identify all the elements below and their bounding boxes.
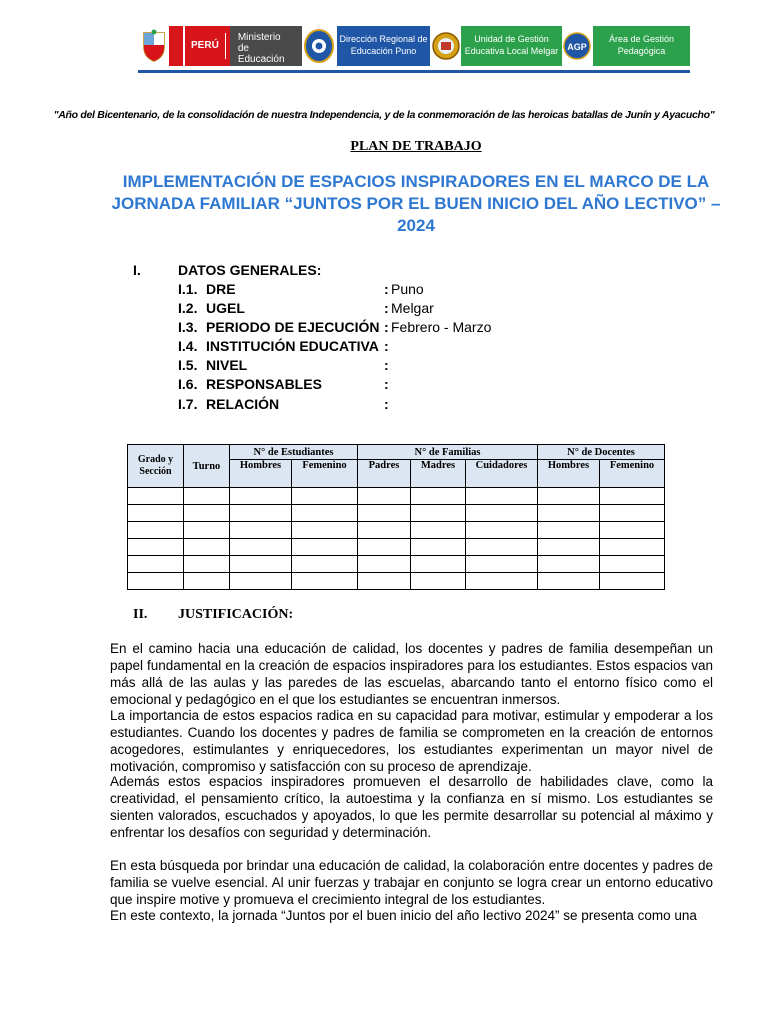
table-cell[interactable]: [292, 488, 358, 505]
datos-label: INSTITUCIÓN EDUCATIVA: [206, 338, 379, 354]
datos-colon: :: [384, 281, 389, 297]
table-cell[interactable]: [292, 522, 358, 539]
datos-label: RELACIÓN: [206, 396, 280, 412]
estudiantes-header: N° de Estudiantes: [230, 445, 358, 460]
datos-value: Puno: [391, 281, 424, 297]
sub-header: Femenino: [292, 460, 358, 488]
datos-label: UGEL: [206, 300, 245, 316]
section-i-title: DATOS GENERALES:: [178, 262, 322, 278]
table-cell[interactable]: [292, 505, 358, 522]
table-row: [128, 505, 665, 522]
datos-colon: :: [384, 319, 389, 335]
section-ii-numeral: II.: [133, 607, 148, 622]
table-row: [128, 573, 665, 590]
justificacion-paragraph-5: En este contexto, la jornada “Juntos por el buen inicio del año lectivo 2024” se presenta como una: [110, 908, 697, 923]
justificacion-paragraph-4: En esta búsqueda por brindar una educación de calidad, la colaboración entre docentes y padres de familia se vuelve esencial. Al unir fuerzas y trabajar en conjunto se logra crear un entorno educativo que inspire motive y promueva el crecimiento integral de los estudiantes.: [110, 858, 713, 907]
table-cell[interactable]: [411, 573, 466, 590]
sub-header: Femenino: [600, 460, 665, 488]
table-cell[interactable]: [411, 522, 466, 539]
table-cell[interactable]: [358, 556, 411, 573]
turno-header: Turno: [184, 445, 230, 488]
section-i-numeral: I.: [133, 262, 141, 278]
justificacion-paragraph-1: En el camino hacia una educación de calidad, los docentes y padres de familia desempeñan un papel fundamental en la creación de espacios inspiradores para los estudiantes. Estos espacios van más allá de las aulas y las paredes de las escuelas, abarcando tanto el entorno físico como el emocional y pedagógico en el que los estudiantes se encuentran inmersos.: [110, 641, 713, 707]
table-cell[interactable]: [292, 573, 358, 590]
datos-row-periodo: [178, 319, 578, 338]
table-cell[interactable]: [600, 505, 665, 522]
plan-title: PLAN DE TRABAJO: [350, 139, 482, 154]
table-cell[interactable]: [358, 539, 411, 556]
table-cell[interactable]: [230, 556, 292, 573]
datos-code: I.4.: [178, 338, 198, 354]
agp-logo-text: AGP: [567, 42, 588, 52]
table-cell[interactable]: [538, 488, 600, 505]
datos-code: I.2.: [178, 300, 198, 316]
table-cell[interactable]: [292, 556, 358, 573]
datos-colon: :: [384, 300, 389, 316]
table-cell[interactable]: [466, 522, 538, 539]
main-title: IMPLEMENTACIÓN DE ESPACIOS INSPIRADORES EN EL MARCO DE LA JORNADA FAMILIAR “JUNTOS POR EL BUEN INICIO DEL AÑO LECTIVO” – 2024: [111, 172, 721, 235]
section-ii-title: JUSTIFICACIÓN:: [178, 607, 294, 622]
datos-label: NIVEL: [206, 357, 248, 373]
table-cell[interactable]: [128, 573, 184, 590]
datos-colon: :: [384, 357, 389, 373]
table-cell[interactable]: [230, 573, 292, 590]
datos-row-institucion: [178, 338, 578, 357]
table-cell[interactable]: [128, 522, 184, 539]
datos-row-ugel: [178, 300, 578, 319]
table-cell[interactable]: [411, 539, 466, 556]
table-row: [128, 522, 665, 539]
datos-value: Melgar: [391, 300, 434, 316]
peru-label: PERÚ: [185, 33, 226, 59]
table-cell[interactable]: [184, 539, 230, 556]
datos-row-relacion: [178, 396, 578, 415]
table-cell[interactable]: [358, 505, 411, 522]
docentes-header: N° de Docentes: [538, 445, 665, 460]
table-cell[interactable]: [128, 539, 184, 556]
sub-header: Cuidadores: [466, 460, 538, 488]
agp-label: Área de Gestión Pedagógica: [593, 26, 690, 66]
datos-colon: :: [384, 338, 389, 354]
datos-row-dre: [178, 281, 578, 300]
table-cell[interactable]: [411, 556, 466, 573]
datos-code: I.3.: [178, 319, 198, 335]
datos-label: PERIODO DE EJECUCIÓN: [206, 319, 380, 335]
table-cell[interactable]: [358, 522, 411, 539]
peru-brand: [169, 26, 230, 66]
sub-header: Madres: [411, 460, 466, 488]
table-cell[interactable]: [466, 488, 538, 505]
table-cell[interactable]: [600, 522, 665, 539]
table-cell[interactable]: [466, 539, 538, 556]
justificacion-paragraph-2: La importancia de estos espacios radica en su capacidad para motivar, estimular y empoderar a los estudiantes. Cuando los docentes y padres de familia se comprometen en la creación de entornos acogedores, estimulantes y enriquecedores, los estudiantes experimentan un mayor nivel de motivación, compromiso y satisfacción con su proceso de aprendizaje.: [110, 708, 713, 774]
table-cell[interactable]: [538, 573, 600, 590]
dre-label: Dirección Regional de Educación Puno: [337, 26, 430, 66]
sub-header: Hombres: [230, 460, 292, 488]
table-row: [128, 539, 665, 556]
table-cell[interactable]: [358, 573, 411, 590]
table-cell[interactable]: [538, 505, 600, 522]
grado-header: Grado y Sección: [128, 445, 184, 488]
datos-code: I.5.: [178, 357, 198, 373]
table-cell[interactable]: [466, 556, 538, 573]
sub-header: Hombres: [538, 460, 600, 488]
datos-code: I.7.: [178, 396, 198, 412]
datos-row-responsables: [178, 376, 578, 395]
table-cell[interactable]: [466, 505, 538, 522]
table-cell[interactable]: [538, 522, 600, 539]
table-cell[interactable]: [184, 522, 230, 539]
table-cell[interactable]: [538, 539, 600, 556]
table-cell[interactable]: [411, 488, 466, 505]
ministerio-label: Ministerio de Educación: [230, 26, 302, 66]
table-cell[interactable]: [184, 573, 230, 590]
table-cell[interactable]: [128, 488, 184, 505]
table-cell[interactable]: [184, 556, 230, 573]
dre-logo-icon: [302, 26, 337, 66]
justificacion-paragraph-3: Además estos espacios inspiradores promueven el desarrollo de habilidades clave, como la creatividad, el pensamiento crítico, la autoestima y la confianza en sí mismo. Los estudiantes se sienten valorados, escuchados y apoyados, lo que les permite desarrollar su potencial al máximo y enfrentar los desafíos con seguridad y determinación.: [110, 774, 713, 840]
table-cell[interactable]: [600, 539, 665, 556]
table-cell[interactable]: [184, 505, 230, 522]
table-cell[interactable]: [600, 573, 665, 590]
statistics-table: [127, 444, 665, 590]
table-cell[interactable]: [230, 522, 292, 539]
table-cell[interactable]: [230, 488, 292, 505]
peru-coat-of-arms-icon: [138, 26, 169, 66]
table-row: [128, 488, 665, 505]
ugel-label: Unidad de Gestión Educativa Local Melgar: [461, 26, 562, 66]
table-row: [128, 556, 665, 573]
table-cell[interactable]: [128, 556, 184, 573]
header-banner: [138, 26, 690, 73]
table-cell[interactable]: [184, 488, 230, 505]
table-cell[interactable]: [358, 488, 411, 505]
table-cell[interactable]: [600, 488, 665, 505]
table-cell[interactable]: [600, 556, 665, 573]
ugel-logo-icon: [430, 26, 461, 66]
datos-colon: :: [384, 396, 389, 412]
table-cell[interactable]: [466, 573, 538, 590]
datos-code: I.6.: [178, 376, 198, 392]
datos-row-nivel: [178, 357, 578, 376]
datos-colon: :: [384, 376, 389, 392]
table-cell[interactable]: [292, 539, 358, 556]
sub-header: Padres: [358, 460, 411, 488]
familias-header: N° de Familias: [358, 445, 538, 460]
datos-label: DRE: [206, 281, 236, 297]
table-cell[interactable]: [230, 505, 292, 522]
table-cell[interactable]: [128, 505, 184, 522]
table-cell[interactable]: [538, 556, 600, 573]
datos-code: I.1.: [178, 281, 198, 297]
table-cell[interactable]: [230, 539, 292, 556]
table-cell[interactable]: [411, 505, 466, 522]
agp-logo-icon: [562, 26, 593, 66]
year-motto: "Año del Bicentenario, de la consolidación de nuestra Independencia, y de la conmemoración de las heroicas batallas de Junín y Ayacucho": [53, 109, 715, 121]
datos-label: RESPONSABLES: [206, 376, 322, 392]
peru-flag-icon: [173, 26, 185, 66]
datos-value: Febrero - Marzo: [391, 319, 492, 335]
